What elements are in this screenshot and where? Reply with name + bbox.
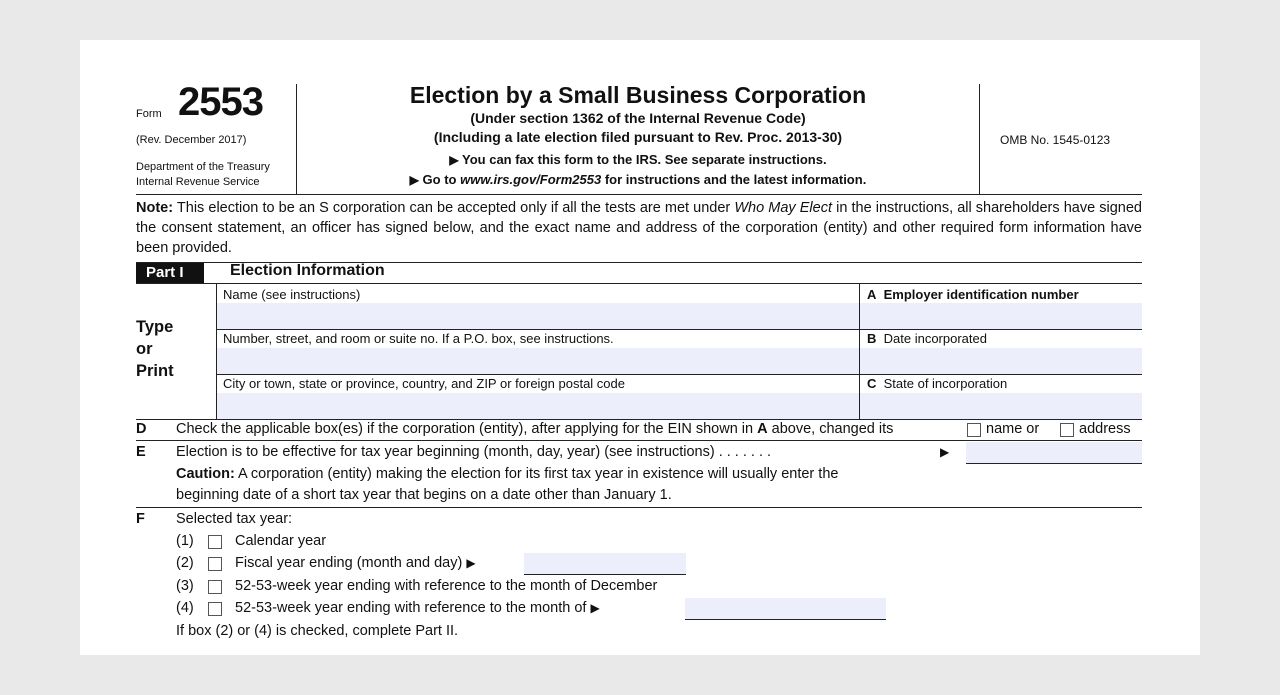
name-label: Name (see instructions) [223,287,361,302]
arrow-right-icon: ▶ [449,153,459,167]
caution-line-1: Caution: A corporation (entity) making the election for its first tax year in existence will usually enter the [176,466,839,482]
option-3-label: 52-53-week year ending with reference to the month of December [235,578,658,594]
caution-line-2: beginning date of a short tax year that begins on a date other than January 1. [176,487,672,503]
line-f-footer: If box (2) or (4) is checked, complete Part II. [176,623,459,639]
irs-link[interactable]: www.irs.gov/Form2553 [460,172,602,187]
row-rule-1 [216,329,1142,330]
option-1-label: Calendar year [235,533,327,549]
option-1-number: (1) [176,533,194,549]
week-month-input[interactable] [685,598,886,619]
arrow-right-icon: ▶ [590,601,600,615]
fiscal-year-end-input[interactable] [524,553,686,574]
line-e-text: Election is to be effective for tax year beginning (month, day, year) (see instructions) . . . . . . . [176,444,772,460]
line-e-letter: E [136,444,146,460]
address-changed-label: address [1079,421,1131,437]
fiscal-year-checkbox[interactable] [208,557,222,571]
part1-title: Election Information [230,262,385,279]
state-incorporation-label: C State of incorporation [867,376,1008,391]
week-december-checkbox[interactable] [208,580,222,594]
name-input[interactable] [217,303,859,329]
fax-line: ▶ You can fax this form to the IRS. See separate instructions. [449,152,827,167]
form-title: Election by a Small Business Corporation [409,82,867,108]
form-word: Form [136,108,162,120]
street-input[interactable] [217,348,859,374]
part1-label: Part I [136,263,204,283]
date-incorporated-input[interactable] [860,348,1142,374]
date-incorporated-label: B Date incorporated [867,331,987,346]
note-paragraph: Note: This election to be an S corporation can be accepted only if all the tests are met under Who May Elect in the instructions, all shareholders have signed the consent statement, an officer has signed below, and the exact name and address of the corporation (entity) and other required form information have been provided. [136,200,1142,256]
city-input[interactable] [217,393,859,419]
arrow-right-icon: ▶ [409,173,419,187]
option-4-number: (4) [176,600,194,616]
omb-number: OMB No. 1545-0123 [1000,133,1111,147]
street-label: Number, street, and room or suite no. If a P.O. box, see instructions. [223,331,614,346]
state-incorporation-input[interactable] [860,393,1142,419]
option-4-label: 52-53-week year ending with reference to the month of ▶ [235,600,600,616]
line-f-title: Selected tax year: [176,511,293,527]
name-changed-label: name or [986,421,1040,437]
form-page [80,40,1200,655]
arrow-right-icon: ▶ [466,556,476,570]
option-2-number: (2) [176,555,194,571]
address-changed-checkbox[interactable] [1060,423,1074,437]
name-changed-checkbox[interactable] [967,423,981,437]
header-divider-right [979,84,980,194]
week-month-checkbox[interactable] [208,602,222,616]
city-label: City or town, state or province, country, and ZIP or foreign postal code [223,376,625,391]
line-d-rule [136,440,1142,441]
form-subtitle-2: (Including a late election filed pursuant to Rev. Proc. 2013-30) [433,129,843,145]
line-f-letter: F [136,511,145,527]
line-d-letter: D [136,421,147,437]
ein-input[interactable] [860,303,1142,329]
ein-label: A Employer identification number [867,287,1079,302]
header-divider-left [296,84,297,194]
row-rule-2 [216,374,1142,375]
effective-date-underline [966,463,1142,464]
arrow-right-icon: ▶ [940,445,950,459]
form-subtitle-1: (Under section 1362 of the Internal Revenue Code) [470,110,806,126]
calendar-year-checkbox[interactable] [208,535,222,549]
week-month-underline [685,619,886,620]
option-3-number: (3) [176,578,194,594]
header-rule [136,194,1142,195]
goto-line: ▶ Go to www.irs.gov/Form2553 for instructions and the latest information. [409,172,867,187]
option-2-label: Fiscal year ending (month and day) ▶ [235,555,476,571]
effective-date-input[interactable] [966,442,1142,463]
form-heading [298,82,978,190]
line-e-rule [136,507,1142,508]
part1-rule-bottom [136,283,1142,284]
row-rule-3 [136,419,1142,420]
department: Department of the Treasury Internal Revenue Service [136,161,270,188]
form-revision: (Rev. December 2017) [136,134,247,146]
fiscal-year-end-underline [524,574,686,575]
line-d-text: Check the applicable box(es) if the corporation (entity), after applying for the EIN shown in A above, changed its [176,421,894,437]
type-or-print: Type or Print [136,318,174,380]
form-number: 2553 [178,80,263,124]
